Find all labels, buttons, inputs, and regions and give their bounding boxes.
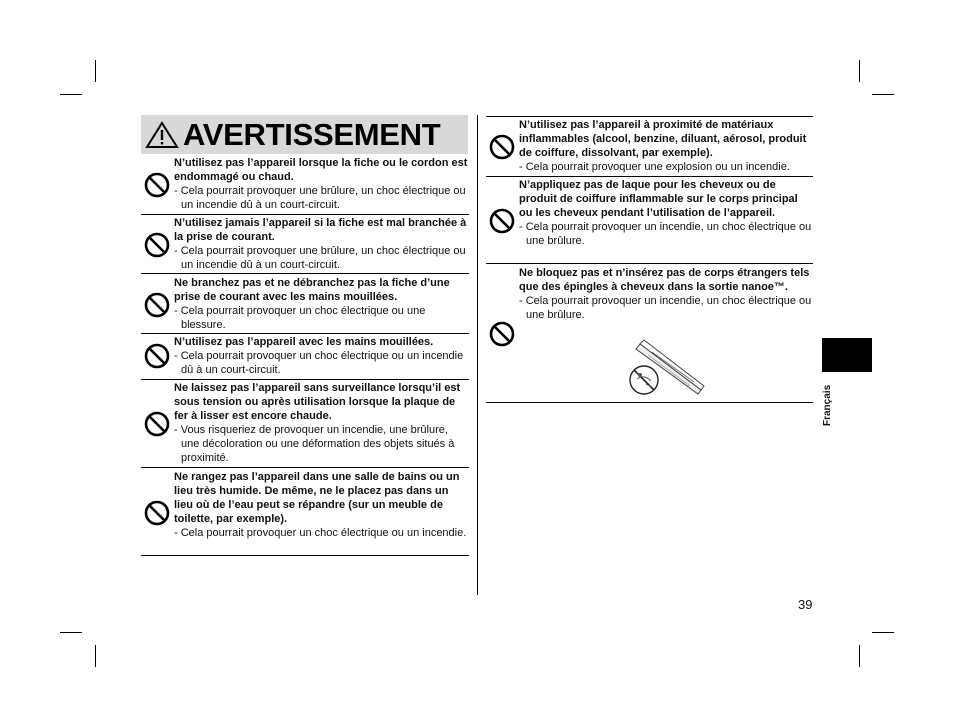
warning-item <box>141 335 469 379</box>
divider <box>141 467 469 468</box>
warning-title: N’appliquez pas de laque pour les cheveux ou de produit de coiffure inflammable sur le corps principal ou les cheveux pendant l’utilisation de l’appareil. <box>519 179 798 219</box>
crop-mark <box>60 632 82 633</box>
warning-item <box>141 381 469 467</box>
prohibited-icon <box>488 207 516 235</box>
language-label: Français <box>822 384 833 426</box>
prohibited-icon <box>143 231 171 259</box>
warning-detail: - Cela pourrait provoquer une brûlure, un choc électrique ou un incendie dû à un court-circuit. <box>174 185 466 211</box>
warning-title: N’utilisez jamais l’appareil si la fiche est mal branchée à la prise de courant. <box>174 217 467 243</box>
warning-detail: - Vous risqueriez de provoquer un incendie, une brûlure, une décoloration ou une déformation des objets situés à proximité. <box>174 424 455 464</box>
divider <box>141 379 469 380</box>
warning-detail: - Cela pourrait provoquer un choc électrique ou un incendie. <box>174 527 467 539</box>
language-tab <box>822 338 872 372</box>
warning-triangle-icon <box>145 121 179 149</box>
prohibited-icon <box>143 410 171 438</box>
warning-title: N’utilisez pas l’appareil avec les mains mouillées. <box>174 336 434 348</box>
hair-straightener-illustration <box>624 336 708 402</box>
crop-mark <box>872 632 894 633</box>
divider <box>486 116 813 117</box>
crop-mark <box>872 94 894 95</box>
warning-detail: - Cela pourrait provoquer une explosion ou un incendie. <box>519 161 790 173</box>
crop-mark <box>95 60 96 82</box>
prohibited-icon <box>143 342 171 370</box>
page-title: AVERTISSEMENT <box>183 117 441 152</box>
warning-title: Ne bloquez pas et n’insérez pas de corps étrangers tels que des épingles à cheveux dans la sortie nanoe™. <box>519 267 810 293</box>
crop-mark <box>859 645 860 667</box>
warning-detail: - Cela pourrait provoquer une brûlure, un choc électrique ou un incendie dû à un court-circuit. <box>174 245 466 271</box>
warning-title: Ne laissez pas l’appareil sans surveillance lorsqu’il est sous tension ou après utilisation lorsque la plaque de fer à lisser est encore chaude. <box>174 382 461 422</box>
divider <box>486 263 813 264</box>
warning-title: Ne branchez pas et ne débranchez pas la fiche d’une prise de courant avec les mains mouillées. <box>174 277 450 303</box>
warning-item <box>141 470 469 556</box>
divider <box>141 273 469 274</box>
crop-mark <box>60 94 82 95</box>
crop-mark <box>859 60 860 82</box>
warning-title: Ne rangez pas l’appareil dans une salle de bains ou un lieu très humide. De même, ne le placez pas dans un lieu où de l’eau peut se répandre (sur un meuble de toilette, par exemple). <box>174 471 460 525</box>
page-number: 39 <box>798 597 813 612</box>
warning-title: N’utilisez pas l’appareil à proximité de matériaux inflammables (alcool, benzine, diluant, aérosol, produit de coiffure, dissolvant, par exemple). <box>519 119 807 159</box>
warning-header <box>141 115 468 154</box>
divider <box>141 214 469 215</box>
prohibited-icon <box>143 291 171 319</box>
warning-item <box>141 216 469 274</box>
warning-item <box>141 156 469 214</box>
divider <box>486 176 813 177</box>
warning-item <box>486 118 813 176</box>
warning-title: N’utilisez pas l’appareil lorsque la fiche ou le cordon est endommagé ou chaud. <box>174 157 468 183</box>
prohibited-icon <box>143 499 171 527</box>
divider <box>141 333 469 334</box>
prohibited-icon <box>488 320 516 348</box>
divider <box>486 402 813 403</box>
prohibited-icon <box>488 133 516 161</box>
warning-detail: - Cela pourrait provoquer un incendie, un choc électrique ou une brûlure. <box>519 295 812 321</box>
column-divider <box>477 115 478 595</box>
divider <box>141 555 469 556</box>
warning-item <box>486 178 813 264</box>
warning-item <box>486 266 813 402</box>
warning-detail: - Cela pourrait provoquer un incendie, un choc électrique ou une brûlure. <box>519 221 812 247</box>
warning-detail: - Cela pourrait provoquer un choc électrique ou une blessure. <box>174 305 426 331</box>
warning-detail: - Cela pourrait provoquer un choc électrique ou un incendie dû à un court-circuit. <box>174 350 464 376</box>
crop-mark <box>95 645 96 667</box>
warning-item <box>141 276 469 334</box>
prohibited-icon <box>143 171 171 199</box>
